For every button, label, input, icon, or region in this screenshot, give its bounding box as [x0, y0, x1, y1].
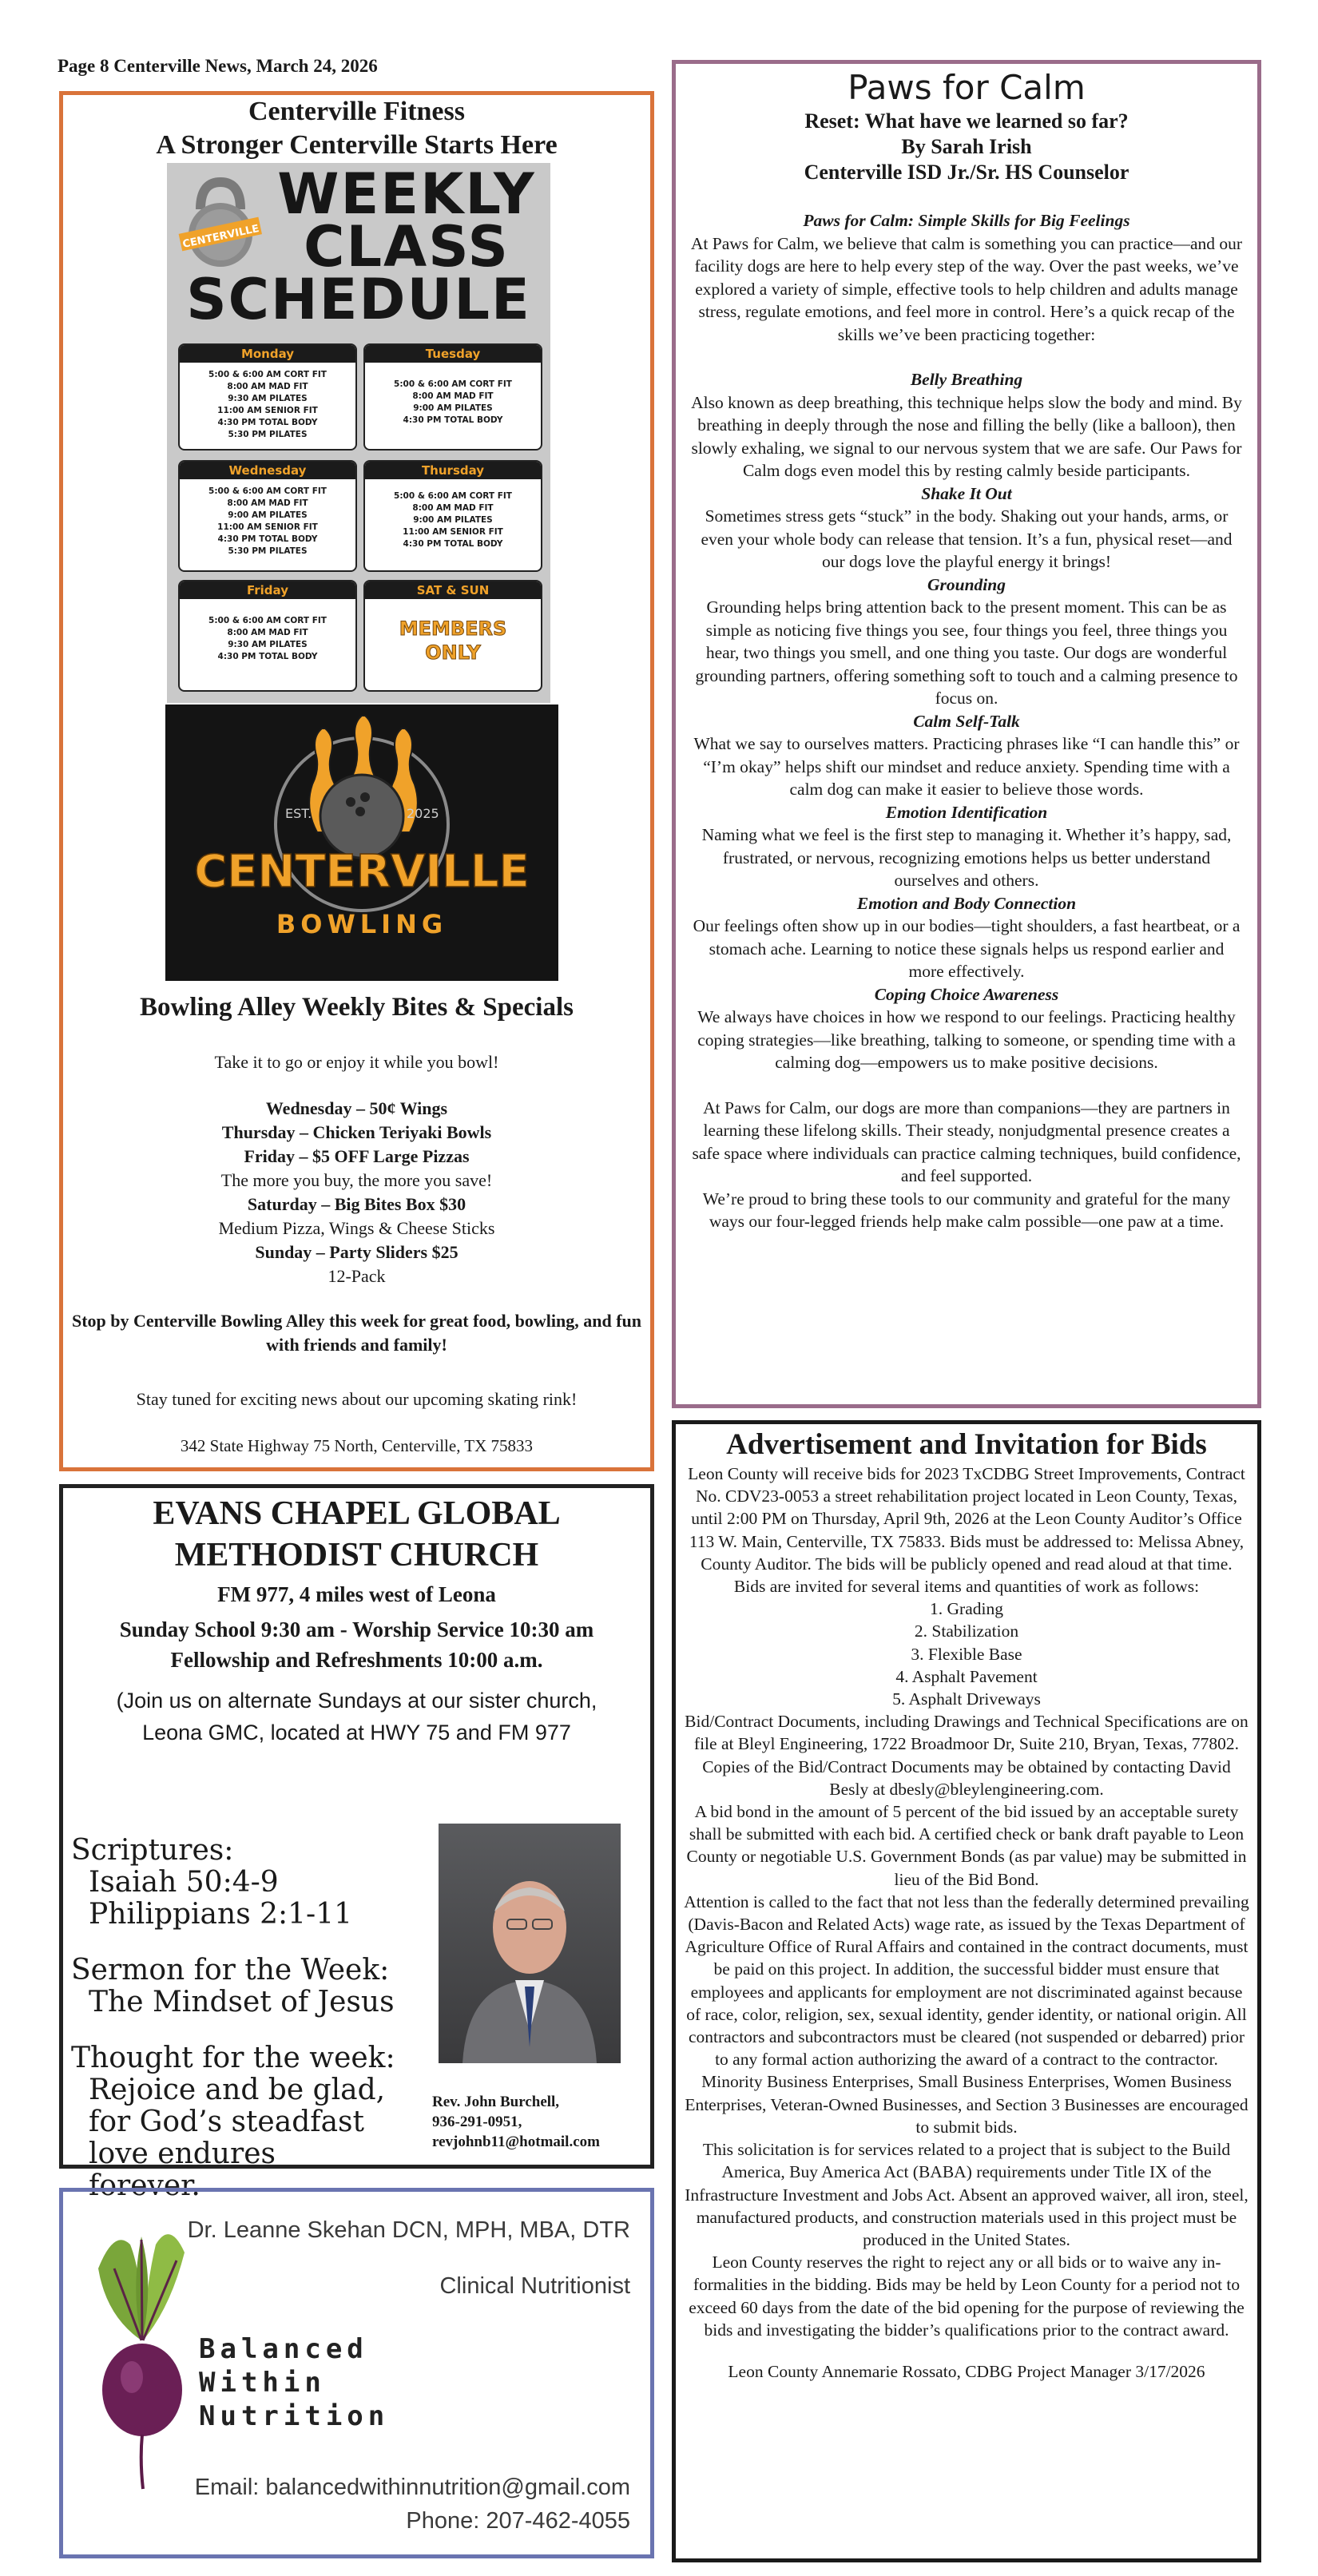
day-label: Friday [180, 581, 355, 599]
church-name-line1: EVANS CHAPEL GLOBAL [153, 1495, 561, 1532]
church-location: FM 977, 4 miles west of Leona [217, 1582, 496, 1606]
bids-paragraph: A bid bond in the amount of 5 percent of the bid issued by an acceptable surety shall be submitted with each bid. A certified check or bank draft payable to Leon County or negotiable U.S. Government Bonds (as par value) may be submitted in lieu of the Bid Bond. [686, 1802, 1247, 1889]
schedule-day-thursday [363, 460, 542, 572]
special-item: The more you buy, the more you save! [220, 1170, 493, 1190]
paws-section-text: We always have choices in how we respond to our feelings. Practicing healthy coping strategies—like breathing, talking to someone, or spending time with a calming dog—empowers us to make positive decisions. [697, 1007, 1236, 1072]
bids-signature: Leon County Annemarie Rossato, CDBG Project Manager 3/17/2026 [728, 2361, 1205, 2381]
bids-advertisement [672, 1420, 1261, 2562]
bowling-logo [165, 705, 558, 981]
bids-paragraph: Leon County will receive bids for 2023 TxCDBG Street Improvements, Contract No. CDV23-0053 a street rehabilitation project located in Leon County, Texas, until 2:00 PM on Thursday, April 9th, 2026 at the Leon County Auditor’s Office 113 W. Main, Centerville, TX 75833. Bids must be addressed to: Melissa Abney, County Auditor. The bids will be publicly opened and read aloud at that time. [688, 1464, 1245, 1574]
class-line: 9:00 AM PILATES [228, 510, 308, 520]
pastor-email: revjohnb11@hotmail.com [432, 2133, 600, 2150]
sermon-label: Sermon for the Week: [71, 1954, 390, 1987]
pastor-contact [432, 2092, 600, 2152]
paws-section-heading: Shake It Out [921, 483, 1012, 503]
fitness-ad [59, 91, 654, 1471]
paws-section-heading: Emotion Identification [885, 802, 1048, 822]
class-line: 5:00 & 6:00 AM CORT FIT [208, 370, 327, 379]
thought-line: forever. [89, 2169, 200, 2202]
bid-item: 2. Stabilization [914, 1621, 1019, 1641]
class-line: 9:30 AM PILATES [228, 640, 308, 649]
thought-label: Thought for the week: [71, 2042, 395, 2074]
class-line: 4:30 PM TOTAL BODY [403, 415, 503, 425]
class-line: 5:00 & 6:00 AM CORT FIT [208, 486, 327, 496]
beet-icon [82, 2221, 202, 2492]
church-service-times: Sunday School 9:30 am - Worship Service 10:30 am [119, 1617, 594, 1641]
class-line: 5:00 & 6:00 AM CORT FIT [394, 491, 512, 501]
paws-section-heading: Belly Breathing [910, 370, 1023, 389]
scriptures-label: Scriptures: [71, 1834, 234, 1867]
pastor-portrait-icon [439, 1824, 621, 2063]
class-line: 4:30 PM TOTAL BODY [217, 652, 318, 661]
class-line: 9:30 AM PILATES [228, 394, 308, 403]
bids-paragraph: Attention is called to the fact that not less than the federally determined prevailing (Davis-Bacon and Related Acts) wage rate, as issued by the Texas Department of Agriculture Office of Rural Affairs and contained in the contract documents, must be paid on this project. In addition, the successful bidder must ensure that employees and applicants for employment are not discriminated against because of race, color, religion, sex, sexual identity, gender identity, or national origin. All contractors and subcontractors must be cleared (not suspended or debarred) prior to any formal action authorizing the award of a contract to the contractor. [684, 1891, 1249, 2070]
schedule-day-friday [178, 580, 357, 692]
brand-word: Balanced [199, 2333, 368, 2365]
special-item: Medium Pizza, Wings & Cheese Sticks [218, 1218, 495, 1238]
bids-paragraph: Bids are invited for several items and quantities of work as follows: [733, 1577, 1200, 1597]
members-only-text: MEMBERS [399, 617, 507, 640]
nutrition-brand [199, 2332, 389, 2433]
nutritionist-name: Dr. Leanne Skehan DCN, MPH, MBA, DTR [187, 2217, 630, 2243]
pastor-name: Rev. John Burchell, [432, 2094, 560, 2110]
day-label: Monday [180, 345, 355, 363]
schedule-day-sat-sun [363, 580, 542, 692]
bids-paragraph: Bid/Contract Documents, including Drawings and Technical Specifications are on file at Bleyl Engineering, 1722 Broadmoor Dr, Suite 210, Bryan, Texas, 77802. Copies of the Bid/Contract Documents may be obtained by contacting David Besly at dbesly@bleylengineering.com. [685, 1712, 1249, 1799]
members-only-text: ONLY [425, 641, 481, 664]
class-line: 5:00 & 6:00 AM CORT FIT [208, 616, 327, 625]
bids-paragraph: Minority Business Enterprises, Small Business Enterprises, Women Business Enterprises, Veteran-Owned Businesses, and Section 3 Businesses are encouraged to submit bids. [685, 2072, 1249, 2137]
paws-closing: We’re proud to bring these tools to our community and grateful for the many ways our four-legged friends help make calm possible—one paw at a time. [702, 1189, 1231, 1231]
brand-word: Within [199, 2367, 326, 2399]
schedule-headline-schedule: SCHEDULE [186, 267, 531, 332]
bid-item: 5. Asphalt Driveways [892, 1689, 1041, 1709]
church-ad [59, 1484, 654, 2202]
specials-stop-by: Stop by Centerville Bowling Alley this week for great food, bowling, and fun with friends and family! [71, 1311, 641, 1355]
paws-intro-heading: Paws for Calm: Simple Skills for Big Feelings [803, 211, 1130, 230]
special-item: Thursday – Chicken Teriyaki Bowls [221, 1122, 492, 1142]
bids-title: Advertisement and Invitation for Bids [726, 1428, 1207, 1461]
nutritionist-email[interactable]: Email: balancedwithinnutrition@gmail.com [194, 2475, 630, 2500]
paws-section-heading: Emotion and Body Connection [856, 893, 1077, 913]
paws-section-text: Grounding helps bring attention back to the present moment. This can be as simple as noticing five things you see, four things you feel, three things you hear, two things you smell, and one thing you taste. Our dogs are wonderful grounding partners, offering something soft to touch and a calming presence to focus on. [695, 597, 1238, 708]
paws-section-text: Our feelings often show up in our bodies—tight shoulders, a fast heartbeat, or a stomach ache. Learning to notice these signals helps us respond earlier and more effectively. [693, 916, 1241, 981]
fitness-title: Centerville Fitness [248, 97, 465, 126]
pastor-photo [439, 1824, 621, 2063]
class-line: 8:00 AM MAD FIT [412, 391, 494, 401]
thought-line: for God’s steadfast [89, 2106, 364, 2138]
class-line: 8:00 AM MAD FIT [227, 382, 308, 391]
church-name-line2: METHODIST CHURCH [174, 1537, 539, 1574]
special-item: 12-Pack [328, 1266, 386, 1286]
class-line: 9:00 AM PILATES [413, 515, 493, 525]
bowling-year-text: 2025 [407, 806, 439, 821]
paws-section-text: What we say to ourselves matters. Practicing phrases like “I can handle this” or “I’m okay” helps shift our mindset and reduce anxiety. Spending time with a calm dog can make it easier to believe those words. [693, 734, 1240, 799]
class-line: 4:30 PM TOTAL BODY [217, 418, 318, 427]
nutritionist-phone: Phone: 207-462-4055 [406, 2508, 630, 2534]
paws-section-text: Also known as deep breathing, this technique helps slow the body and mind. By breathing in deeply through the nose and filling the belly (like a balloon), then slowly exhaling, we signal to our nervous system that we are safe. Our Paws for Calm dogs even model this by resting calmly beside participants. [691, 392, 1242, 480]
bids-paragraph: Leon County reserves the right to reject any or all bids or to waive any informalities in the bidding. Bids may be held by Leon County for a period not to exceed 60 days from the date of the bid opening for the purpose of reviewing the bids and investigating the bidder’s qualifications prior to the contract award. [689, 2253, 1245, 2340]
page-header: Page 8 Centerville News, March 24, 2026 [58, 56, 378, 76]
specials-list [63, 1097, 650, 1288]
special-item: Sunday – Party Sliders $25 [255, 1242, 459, 1262]
day-label: Wednesday [180, 462, 355, 479]
paws-byline: By Sarah Irish [901, 135, 1032, 158]
bowling-sub-text: BOWLING [276, 909, 448, 939]
paws-closing: At Paws for Calm, our dogs are more than companions—they are partners in learning these lifelong skills. Their steady, nonjudgmental presence creates a safe space where individuals can practice calming techniques, build confidence, and feel supported. [692, 1097, 1241, 1185]
schedule-headline-class: CLASS [304, 214, 510, 280]
specials-title: Bowling Alley Weekly Bites & Specials [139, 993, 574, 1022]
bids-paragraph: This solicitation is for services related to a project that is subject to the Build America, Buy America Act (BABA) requirements under Title IX of the Infrastructure Investment and Jobs Act. Absent an approved waiver, all iron, steel, manufactured products, and construction materials used in this project must be produced in the United States. [685, 2140, 1249, 2249]
class-line: 5:30 PM PILATES [228, 430, 308, 439]
class-line: 4:30 PM TOTAL BODY [217, 534, 318, 544]
nutritionist-title: Clinical Nutritionist [439, 2273, 630, 2299]
class-line: 11:00 AM SENIOR FIT [217, 522, 318, 532]
class-schedule-graphic [167, 163, 550, 703]
scripture-ref: Philippians 2:1-11 [89, 1898, 353, 1931]
kettlebell-logo-text: CENTERVILLE [181, 222, 260, 251]
class-line: 9:00 AM PILATES [413, 403, 493, 413]
paws-intro: At Paws for Calm, we believe that calm is something you can practice—and our facility dogs are here to help every step of the way. Over the past weeks, we’ve explored a variety of simple, effective tools to help children and adults manage stress, regulate emotions, and feel more in control. Here’s a quick recap of the skills we’ve been practicing together: [690, 233, 1243, 344]
bid-item: 1. Grading [930, 1599, 1003, 1619]
fitness-tagline: A Stronger Centerville Starts Here [156, 130, 558, 160]
bowling-name-text: CENTERVILLE [194, 846, 530, 898]
kettlebell-logo-icon [173, 174, 268, 270]
class-line: 5:00 & 6:00 AM CORT FIT [394, 379, 512, 389]
sermon-title: The Mindset of Jesus [89, 1986, 395, 2018]
pastor-phone: 936-291-0951, [432, 2114, 522, 2130]
church-fellowship: Fellowship and Refreshments 10:00 a.m. [170, 1648, 543, 1672]
class-line: 11:00 AM SENIOR FIT [217, 406, 318, 415]
paws-section-heading: Grounding [927, 574, 1006, 594]
specials-intro: Take it to go or enjoy it while you bowl! [214, 1052, 499, 1072]
thought-line: Rejoice and be glad, [89, 2074, 386, 2106]
church-sister-line2: Leona GMC, located at HWY 75 and FM 977 [142, 1721, 571, 1744]
scripture-ref: Isaiah 50:4-9 [89, 1866, 279, 1899]
paws-section-heading: Calm Self-Talk [913, 711, 1020, 731]
bowling-est-text: EST. [285, 806, 312, 821]
class-line: 11:00 AM SENIOR FIT [403, 527, 503, 537]
skating-rink-note: Stay tuned for exciting news about our upcoming skating rink! [136, 1389, 578, 1409]
schedule-day-tuesday [363, 343, 542, 451]
bid-item: 3. Flexible Base [911, 1644, 1022, 1664]
schedule-day-wednesday [178, 460, 357, 572]
day-label: SAT & SUN [365, 581, 541, 599]
thought-line: love endures [89, 2137, 276, 2170]
paws-section-text: Sometimes stress gets “stuck” in the body. Shaking out your hands, arms, or even your whole body can release that tension. It’s a fun, physical reset—and our dogs love the playful energy it brings! [701, 506, 1233, 571]
class-line: 4:30 PM TOTAL BODY [403, 539, 503, 549]
paws-title: Paws for Calm [848, 68, 1086, 107]
church-scriptures [71, 1835, 439, 2202]
special-item: Friday – $5 OFF Large Pizzas [244, 1146, 470, 1166]
paws-section-text: Naming what we feel is the first step to managing it. Whether it’s happy, sad, frustrated, or nervous, recognizing emotions helps us better understand ourselves and others. [701, 825, 1232, 890]
class-line: 8:00 AM MAD FIT [227, 628, 308, 637]
class-line: 8:00 AM MAD FIT [412, 503, 494, 513]
day-label: Thursday [365, 462, 541, 479]
bid-item: 4. Asphalt Pavement [895, 1666, 1038, 1686]
paws-for-calm-article [672, 60, 1261, 1408]
special-item: Wednesday – 50¢ Wings [265, 1098, 448, 1118]
bowling-pins-icon [165, 705, 558, 981]
class-line: 5:30 PM PILATES [228, 546, 308, 556]
day-label: Tuesday [365, 345, 541, 363]
bowling-address: 342 State Highway 75 North, Centerville, TX 75833 [180, 1436, 534, 1455]
paws-author-role: Centerville ISD Jr./Sr. HS Counselor [804, 161, 1129, 184]
class-line: 8:00 AM MAD FIT [227, 498, 308, 508]
paws-section-heading: Coping Choice Awareness [874, 984, 1059, 1004]
brand-word: Nutrition [199, 2400, 390, 2432]
church-sister-line1: (Join us on alternate Sundays at our sister church, [116, 1689, 597, 1713]
schedule-day-monday [178, 343, 357, 451]
special-item: Saturday – Big Bites Box $30 [247, 1194, 466, 1214]
schedule-headline-weekly: WEEKLY [277, 161, 536, 227]
nutritionist-ad [59, 2188, 654, 2558]
paws-subtitle: Reset: What have we learned so far? [804, 109, 1129, 133]
